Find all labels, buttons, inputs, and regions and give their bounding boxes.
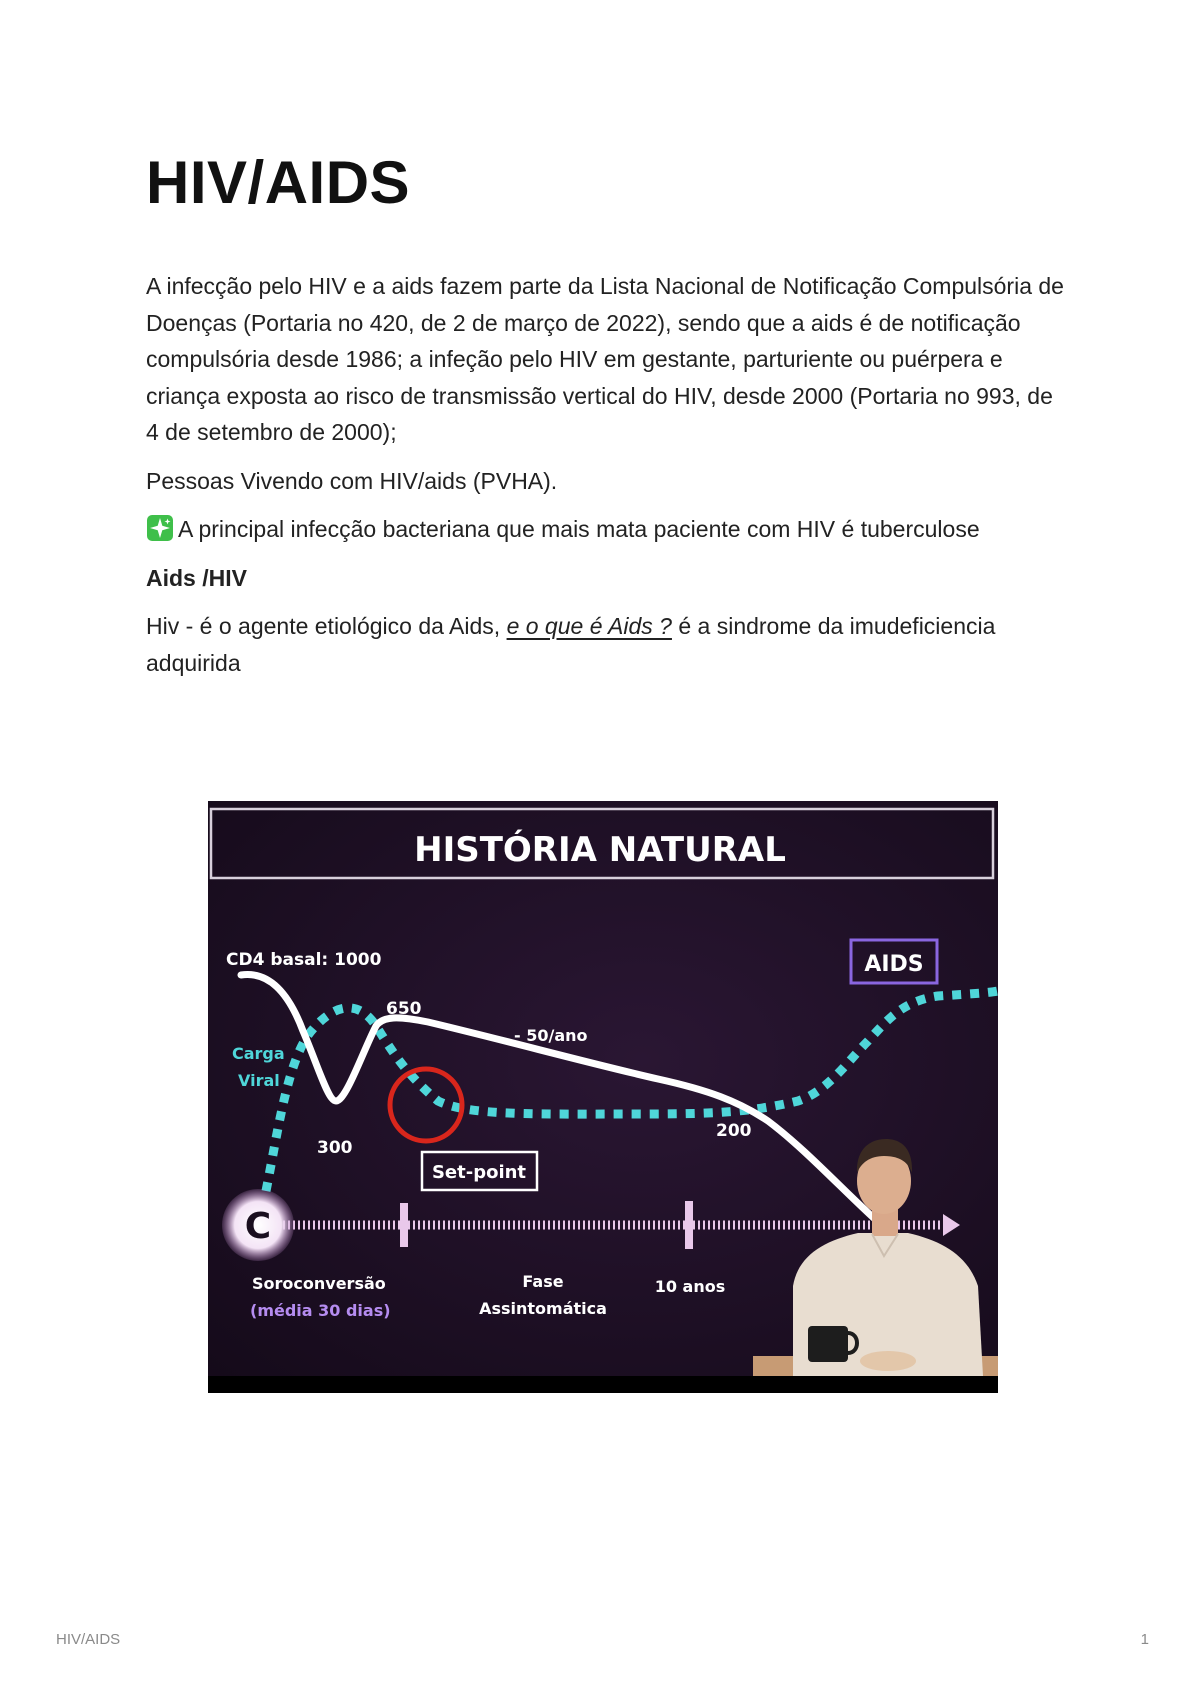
page-number: 1	[1140, 1631, 1149, 1648]
timeline-tick-10-anos	[685, 1201, 693, 1249]
tuberculosis-paragraph	[146, 511, 1066, 548]
c-marker-label: C	[244, 1206, 272, 1247]
definition-end: é a sindrome da imudeficiencia adquirida	[146, 613, 996, 676]
aids-box-label: AIDS	[864, 952, 924, 977]
definition-question: e o que é Aids ?	[506, 613, 672, 639]
definition-paragraph	[146, 608, 1066, 681]
footer-title: HIV/AIDS	[56, 1631, 121, 1648]
dez-anos-label: 10 anos	[654, 1277, 726, 1296]
value-200-label: 200	[716, 1121, 752, 1141]
page-title: HIV/AIDS	[146, 149, 411, 216]
natural-history-figure	[208, 801, 998, 1393]
natural-history-diagram	[208, 801, 998, 1393]
sparkle-icon	[146, 514, 174, 542]
fase-label: Fase	[522, 1272, 564, 1291]
pvha-paragraph: Pessoas Vivendo com HIV/aids (PVHA).	[146, 467, 558, 494]
definition-start: Hiv - é o agente etiológico da Aids,	[146, 613, 507, 639]
document-body	[146, 268, 1066, 693]
notification-paragraph: A infecção pelo HIV e a aids fazem parte da Lista Nacional de Notificação Compulsória de Doenças (Portaria no 420, de 2 de março de 2022), sendo que a aids é de notificação compulsória desde 1986; a infeção pelo HIV em gestante, parturiente ou puérpera e criança exposta ao risco de transmissão vertical do HIV, desde 2000 (Portaria no 993, de 4 de setembro de 2000);	[146, 273, 1064, 445]
decline-rate-label: - 50/ano	[514, 1026, 588, 1045]
value-300-label: 300	[317, 1138, 353, 1158]
set-point-label: Set-point	[431, 1162, 527, 1183]
cd4-basal-label: CD4 basal: 1000	[226, 950, 382, 970]
aids-hiv-subheading: Aids /HIV	[146, 564, 247, 591]
assintomatica-label: Assintomática	[479, 1299, 607, 1318]
figure-title: HISTÓRIA NATURAL	[414, 830, 786, 870]
timeline-tick-fase	[400, 1203, 408, 1247]
media-30-dias-label: (média 30 dias)	[250, 1301, 391, 1320]
value-650-label: 650	[386, 999, 422, 1019]
viral-label: Viral	[238, 1071, 280, 1090]
carga-label: Carga	[232, 1044, 285, 1063]
figure-bottom-bar	[208, 1376, 998, 1393]
tuberculosis-text: A principal infecção bacteriana que mais mata paciente com HIV é tuberculose	[178, 516, 980, 542]
soroconversao-label: Soroconversão	[252, 1274, 386, 1293]
